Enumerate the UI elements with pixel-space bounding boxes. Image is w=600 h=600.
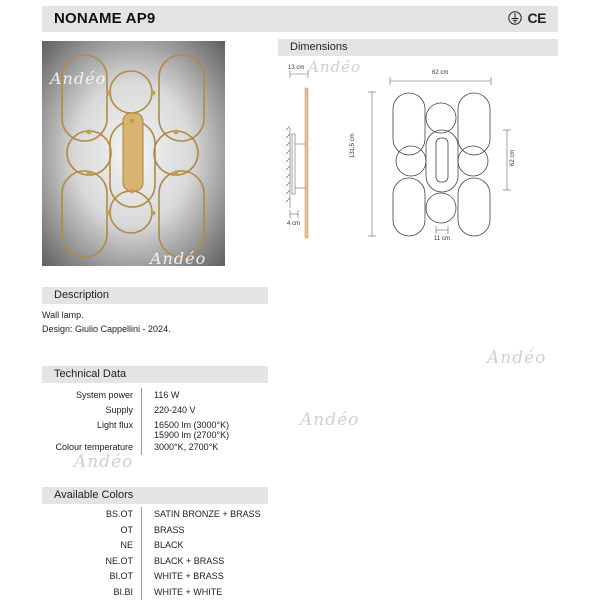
tech-value: 3000°K, 2700°K [154, 442, 219, 452]
dim-height: 131,5 cm [350, 133, 356, 158]
dimensions-header: Dimensions [278, 39, 558, 56]
dim-side-depth: 13 cm [288, 65, 305, 71]
title-bar [42, 6, 558, 32]
tech-row-flux [42, 418, 282, 440]
tech-label: System power [42, 388, 142, 403]
color-row [42, 585, 282, 600]
dim-bottom-width: 11 cm [434, 236, 450, 242]
tech-row-color-temp [42, 440, 282, 455]
tech-label: Colour temperature [42, 440, 142, 455]
color-code: BI.BI [42, 585, 142, 600]
dimension-lines [278, 58, 558, 248]
color-row [42, 554, 282, 570]
technical-data-header: Technical Data [42, 366, 268, 383]
color-name: BLACK + BRASS [154, 555, 225, 566]
color-row [42, 523, 282, 539]
available-colors-header: Available Colors [42, 487, 268, 504]
watermark: Andéo [50, 69, 107, 88]
color-row [42, 538, 282, 554]
product-photo [42, 41, 225, 266]
color-code: OT [42, 523, 142, 539]
tech-value: 220-240 V [154, 405, 196, 415]
technical-data-table [42, 388, 282, 455]
color-code: NE.OT [42, 554, 142, 570]
description-line: Wall lamp. [42, 310, 84, 320]
color-code: NE [42, 538, 142, 554]
color-name: WHITE + BRASS [154, 571, 224, 581]
tech-value: 116 W [154, 390, 180, 400]
ce-mark: CE [527, 10, 546, 26]
watermark: Andéo [308, 58, 362, 76]
watermark: Andéo [487, 348, 547, 368]
description-text [42, 308, 171, 336]
tech-label: Light flux [42, 418, 142, 440]
dim-inner-height: 62 cm [510, 149, 516, 166]
watermark: Andéo [300, 410, 360, 430]
color-name: SATIN BRONZE + BRASS [154, 509, 261, 519]
watermark: Andéo [74, 452, 134, 472]
color-name: BLACK [154, 540, 184, 550]
dimensions-drawing [278, 58, 558, 248]
description-header: Description [42, 287, 268, 304]
color-name: WHITE + WHITE [154, 586, 223, 597]
tech-label: Supply [42, 403, 142, 418]
tech-value-line: 15900 lm (2700°K) [154, 430, 230, 440]
tech-value-line: 16500 lm (3000°K) [154, 420, 230, 430]
color-code: BS.OT [42, 507, 142, 523]
color-row [42, 569, 282, 585]
tech-row-supply [42, 403, 282, 418]
tech-row-power [42, 388, 282, 403]
color-code: BI.OT [42, 569, 142, 585]
color-row [42, 507, 282, 523]
description-line: Design: Giulio Cappellini - 2024. [42, 324, 171, 334]
ground-icon [508, 11, 522, 25]
tech-value [142, 418, 229, 440]
certification-marks [508, 10, 546, 26]
color-name: BRASS [154, 524, 185, 535]
product-title: NONAME AP9 [54, 10, 156, 27]
watermark: Andéo [150, 249, 207, 266]
dim-side-base: 4 cm [287, 221, 301, 227]
colors-table [42, 507, 282, 600]
dim-width: 62 cm [432, 70, 449, 76]
